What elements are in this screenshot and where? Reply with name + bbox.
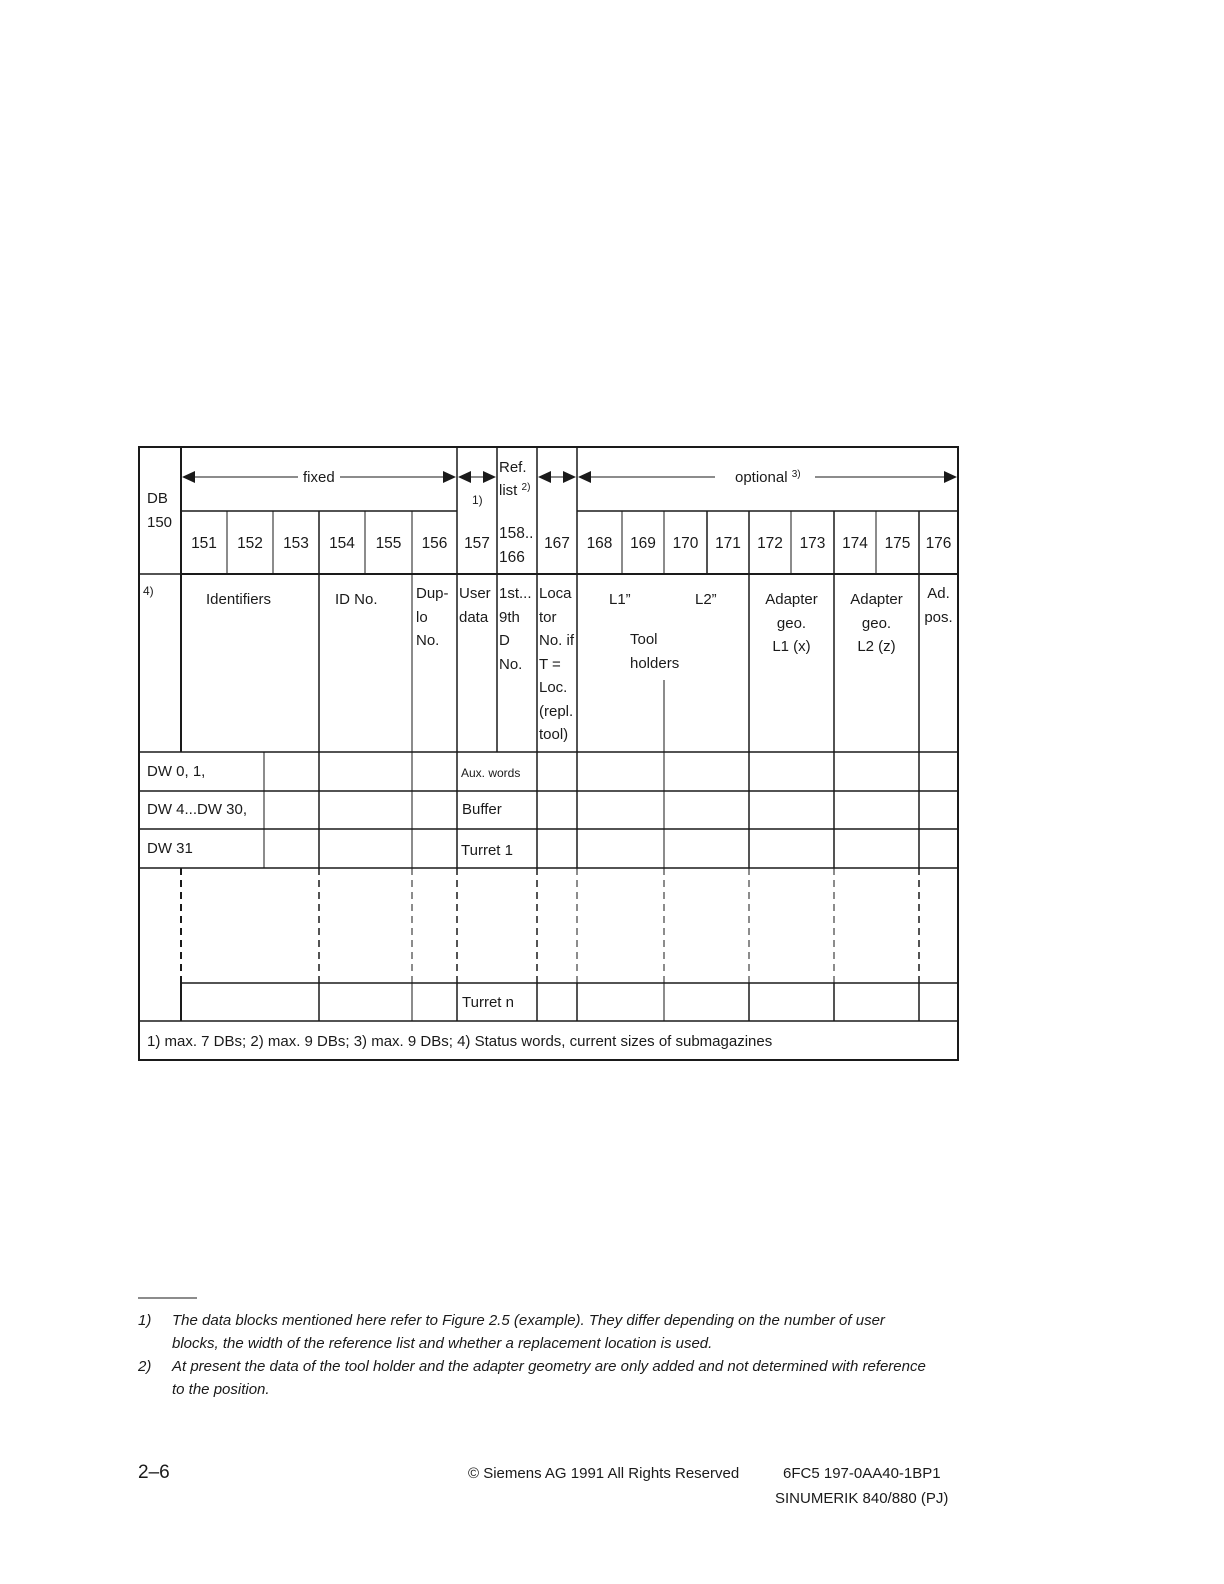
status-footnote-mark: 4) — [143, 584, 154, 598]
table-legend: 1) max. 7 DBs; 2) max. 9 DBs; 3) max. 9 DBs; 4) Status words, current sizes of submagazines — [147, 1033, 773, 1050]
ref-list-label-line1: Ref. — [499, 459, 527, 476]
ref-list-label-line2: list — [499, 482, 518, 499]
footnote-2 — [138, 1355, 938, 1401]
block-number-171: 171 — [715, 535, 741, 552]
optional-label: optional $^{3)}$ — [735, 469, 801, 486]
order-number: 6FC5 197-0AA40-1BP1 — [783, 1465, 941, 1482]
block-number-170: 170 — [672, 535, 699, 552]
db-label: DB — [147, 490, 168, 507]
ref-list-label — [499, 456, 530, 504]
footnote-1-mark: 1) — [138, 1312, 152, 1329]
aux-words-label: Aux. words — [461, 766, 521, 780]
block-number-156: 156 — [421, 535, 448, 552]
user-data-label: User data — [459, 585, 491, 626]
buffer-label: Buffer — [462, 801, 502, 818]
row-dw01-label: DW 0, 1, — [147, 763, 206, 780]
block-number-155: 155 — [375, 535, 402, 552]
l2-label: L2” — [695, 591, 717, 608]
user-blocks-footnote-mark: 1) — [472, 493, 483, 507]
turret-n-label: Turret n — [462, 994, 514, 1011]
product-name: SINUMERIK 840/880 (PJ) — [775, 1490, 949, 1507]
block-number-168: 168 — [586, 535, 613, 552]
ref-list-footnote-mark: 2) — [521, 482, 531, 493]
d-no-label: 1st... 9th D No. — [499, 585, 532, 673]
arrow-right-icon — [483, 471, 496, 483]
identifiers-label: Identifiers — [206, 591, 272, 608]
tool-holders-label: Tool holders — [630, 631, 680, 672]
footnote-2-text: At present the data of the tool holder and the adapter geometry are only added and not determined with reference to the position. — [172, 1358, 926, 1398]
block-number-172: 172 — [757, 535, 783, 552]
db-number: 150 — [147, 514, 173, 531]
fixed-label: fixed — [303, 469, 335, 486]
adapter-geo-l1-label: Adapter geo. L1 (x) — [765, 591, 818, 655]
id-no-label: ID No. — [335, 591, 378, 608]
block-number-167: 167 — [544, 535, 570, 552]
arrow-left-icon — [578, 471, 591, 483]
block-number-174: 174 — [842, 535, 868, 552]
copyright-notice: © Siemens AG 1991 All Rights Reserved — [468, 1465, 740, 1482]
duplo-no-label: Dup- lo No. — [416, 585, 449, 649]
row-dw31-label: DW 31 — [147, 840, 193, 857]
block-number-173: 173 — [799, 535, 826, 552]
optional-footnote-mark: 3) — [791, 469, 801, 480]
arrow-left-icon — [458, 471, 471, 483]
footnote-1 — [138, 1309, 938, 1355]
block-number-152: 152 — [237, 535, 263, 552]
turret-1-label: Turret 1 — [461, 842, 513, 859]
footnote-2-mark: 2) — [138, 1358, 152, 1375]
block-number-175: 175 — [884, 535, 911, 552]
page-number: 2–6 — [138, 1462, 170, 1483]
block-number-158: 158.. — [499, 525, 534, 542]
block-number-153: 153 — [283, 535, 309, 552]
arrow-right-icon — [443, 471, 456, 483]
block-number-166: 166 — [499, 549, 525, 566]
block-number-157: 157 — [464, 535, 490, 552]
arrow-right-icon — [563, 471, 576, 483]
l1-label: L1” — [609, 591, 631, 608]
arrow-left-icon — [538, 471, 551, 483]
arrow-right-icon — [944, 471, 957, 483]
block-number-169: 169 — [630, 535, 656, 552]
adapter-pos-label: Ad. pos. — [924, 585, 953, 626]
block-number-151: 151 — [191, 535, 217, 552]
adapter-geo-l2-label: Adapter geo. L2 (z) — [850, 591, 903, 655]
arrow-left-icon — [182, 471, 195, 483]
block-number-176: 176 — [925, 535, 952, 552]
footnote-1-text: The data blocks mentioned here refer to Figure 2.5 (example). They differ depending on the number of user blocks, the width of the reference list and whether a replacement location is used. — [172, 1312, 885, 1352]
row-dw4-30-label: DW 4...DW 30, — [147, 801, 248, 818]
block-number-154: 154 — [329, 535, 355, 552]
locator-label: Loca tor No. if T = Loc. (repl. tool) — [539, 585, 575, 743]
